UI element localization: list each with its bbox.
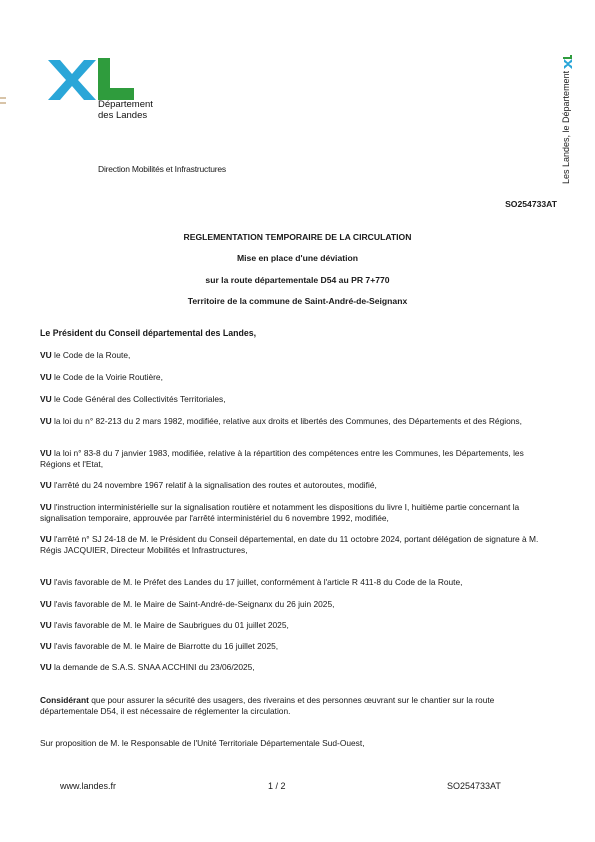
vu-item: VU l'avis favorable de M. le Préfet des Landes du 17 juillet, conformément à l'article R 411-8 du Code de la Route,: [40, 577, 463, 587]
title-line-3: sur la route départementale D54 au PR 7+770: [205, 275, 390, 285]
side-brand: [560, 44, 574, 184]
footer-page-number: 1 / 2: [268, 781, 286, 791]
small-xl-logo-icon: [563, 55, 572, 69]
vu-item: VU l'avis favorable de M. le Maire de Biarrotte du 16 juillet 2025,: [40, 641, 279, 651]
vu-item: VU l'avis favorable de M. le Maire de Saint-André-de-Seignanx du 26 juin 2025,: [40, 599, 335, 609]
vu-item: VU l'arrêté du 24 novembre 1967 relatif à la signalisation des routes et autoroutes, modifié,: [40, 480, 377, 490]
vu-item: VU l'instruction interministérielle sur la signalisation routière et notamment les dispositions du livre I, huitième partie concernant la signalisation temporaire, approuvée par l'arrêté interministériel du 6 novembre 1992, modifiée,: [40, 502, 520, 523]
vu-item: VU le Code Général des Collectivités Territoriales,: [40, 394, 226, 404]
title-line-2: Mise en place d'une déviation: [237, 253, 358, 263]
vu-item: VU le Code de la Voirie Routière,: [40, 372, 163, 382]
document-reference: SO254733AT: [505, 199, 557, 209]
considerant-paragraph: [40, 695, 552, 717]
vu-item: VU le Code de la Route,: [40, 350, 131, 360]
direction-label: Direction Mobilités et Infrastructures: [98, 164, 226, 174]
president-heading: Le Président du Conseil départemental des Landes,: [40, 328, 257, 338]
vu-item: VU la loi n° 83-8 du 7 janvier 1983, modifiée, relative à la répartition des compétences entre les Communes, les Départements, les Régions et l'Etat,: [40, 448, 524, 469]
footer-reference: SO254733AT: [447, 781, 501, 791]
footer-website-link[interactable]: www.landes.fr: [60, 781, 117, 791]
considerant-label: Considérant: [40, 695, 89, 705]
departement-logo: [48, 56, 138, 103]
logo-text: [98, 100, 153, 122]
title-line-1: REGLEMENTATION TEMPORAIRE DE LA CIRCULATION: [183, 232, 412, 242]
considerant-text: que pour assurer la sécurité des usagers, des riverains et des personnes œuvrant sur le chantier sur la route départementale D54, il est nécessaire de réglementer la circulation.: [40, 695, 495, 716]
side-brand-text: Les Landes, le Département: [561, 70, 572, 184]
logo-line1: Département: [98, 99, 153, 110]
title-line-4: Territoire de la commune de Saint-André-de-Seignanx: [187, 296, 408, 306]
logo-line2: des Landes: [98, 109, 148, 121]
vu-item: VU la demande de S.A.S. SNAA ACCHINI du 23/06/2025,: [40, 662, 255, 672]
xl-logo-icon: [48, 56, 138, 100]
vu-item: VU l'arrêté n° SJ 24-18 de M. le Président du Conseil départemental, en date du 11 octobre 2024, portant délégation de signature à M. Régis JACQUIER, Directeur Mobilités et Infrastructures,: [40, 534, 539, 555]
vu-item: VU la loi du n° 82-213 du 2 mars 1982, modifiée, relative aux droits et libertés des Communes, des Départements et des Régions,: [40, 416, 522, 426]
proposition-paragraph: Sur proposition de M. le Responsable de l'Unité Territoriale Départementale Sud-Ouest,: [40, 738, 365, 748]
scan-mark: [0, 97, 8, 107]
vu-item: VU l'avis favorable de M. le Maire de Saubrigues du 01 juillet 2025,: [40, 620, 289, 630]
